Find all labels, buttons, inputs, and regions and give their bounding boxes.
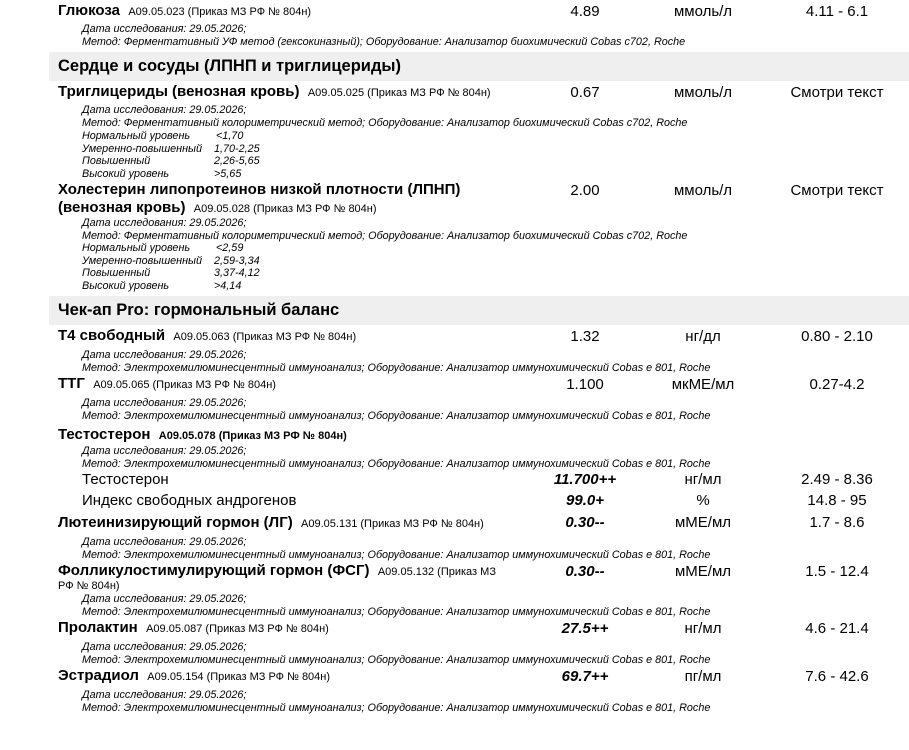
test-title: Лютеинизирующий гормон (ЛГ) bbox=[58, 514, 293, 531]
test-code: A09.05.025 (Приказ МЗ РФ № 804н) bbox=[307, 87, 491, 99]
level-value: 2,59-3,34 bbox=[214, 254, 260, 267]
result-unit: нг/дл bbox=[685, 328, 721, 345]
result-unit: ммоль/л bbox=[673, 84, 733, 101]
test-title: Пролактин bbox=[58, 619, 138, 636]
test-date: Дата исследования: 29.05.2026; bbox=[82, 445, 247, 457]
level-value: 1,70-2,25 bbox=[214, 142, 260, 155]
result-value: 1.100 bbox=[566, 376, 604, 393]
test-title: (венозная кровь) bbox=[58, 199, 186, 216]
test-method: Метод: Электрохемилюминесцентный иммуноанализ; Оборудование: Анализатор иммунохимический Cobas e 801, Roche bbox=[82, 361, 711, 374]
test-code: A09.05.065 (Приказ МЗ РФ № 804н) bbox=[93, 379, 276, 391]
test-name-fsh bbox=[58, 562, 496, 581]
reference-range: 7.6 - 42.6 bbox=[805, 668, 869, 685]
test-code: A09.05.087 (Приказ МЗ РФ № 804н) bbox=[146, 623, 329, 635]
sub-test-name: Тестостерон bbox=[82, 471, 169, 488]
test-code-continued: РФ № 804н) bbox=[58, 580, 120, 592]
test-method: Метод: Электрохемилюминесцентный иммуноанализ; Оборудование: Анализатор иммунохимический Cobas e 801, Roche bbox=[82, 457, 711, 470]
level-label: Умеренно-повышенный bbox=[82, 142, 203, 155]
test-date: Дата исследования: 29.05.2026; bbox=[82, 217, 247, 229]
test-title: Эстрадиол bbox=[58, 667, 139, 684]
level-value: >5,65 bbox=[214, 167, 242, 180]
result-unit: мкМЕ/мл bbox=[671, 376, 735, 393]
test-title: Тестостерон bbox=[58, 426, 151, 443]
test-date: Дата исследования: 29.05.2026; bbox=[82, 23, 247, 35]
test-date: Дата исследования: 29.05.2026; bbox=[82, 349, 247, 361]
test-name-t4 bbox=[58, 327, 356, 346]
test-method: Метод: Ферментативный колориметрический метод; Оборудование: Анализатор биохимический Cobas c702, Roche bbox=[82, 229, 688, 242]
result-unit: нг/мл bbox=[684, 471, 722, 488]
result-unit: мМЕ/мл bbox=[674, 563, 732, 580]
level-value: >4,14 bbox=[214, 279, 242, 292]
test-name-lh bbox=[58, 514, 484, 533]
test-date: Дата исследования: 29.05.2026; bbox=[82, 689, 247, 701]
test-name-testosterone bbox=[58, 426, 347, 445]
test-method: Метод: Ферментативный колориметрический метод; Оборудование: Анализатор биохимический Cobas c702, Roche bbox=[82, 117, 688, 129]
test-date: Дата исследования: 29.05.2026; bbox=[82, 397, 247, 409]
test-title: Триглицериды (венозная кровь) bbox=[58, 83, 300, 100]
result-unit: пг/мл bbox=[684, 668, 722, 685]
test-date: Дата исследования: 29.05.2026; bbox=[82, 104, 247, 116]
result-value: 0.67 bbox=[570, 84, 600, 101]
result-value: 11.700++ bbox=[553, 471, 617, 488]
level-value: 2,26-5,65 bbox=[214, 155, 260, 167]
level-label: Нормальный уровень bbox=[82, 130, 191, 142]
result-value: 27.5++ bbox=[561, 620, 609, 637]
level-value: 3,37-4,12 bbox=[214, 267, 260, 279]
level-label: Нормальный уровень bbox=[82, 242, 191, 254]
test-code: A09.05.028 (Приказ МЗ РФ № 804н) bbox=[193, 203, 377, 215]
test-name-prolactin bbox=[58, 619, 329, 638]
test-title: Фолликулостимулирующий гормон (ФСГ) bbox=[58, 562, 370, 579]
reference-range: 4.11 - 6.1 bbox=[805, 3, 869, 20]
level-label: Высокий уровень bbox=[82, 167, 170, 180]
result-value: 99.0+ bbox=[566, 492, 604, 509]
reference-range: 1.7 - 8.6 bbox=[809, 514, 865, 531]
test-method: Метод: Электрохемилюминесцентный иммуноанализ; Оборудование: Анализатор иммунохимический Cobas e 801, Roche bbox=[82, 548, 711, 561]
test-method: Метод: Ферментативный УФ метод (гексокиназный); Оборудование: Анализатор биохимический Cobas c702, Roche bbox=[82, 35, 686, 48]
result-unit: мМЕ/мл bbox=[674, 514, 732, 531]
test-title: ТТГ bbox=[58, 375, 85, 392]
test-method: Метод: Электрохемилюминесцентный иммуноанализ; Оборудование: Анализатор иммунохимический Cobas e 801, Roche bbox=[82, 605, 711, 618]
result-value: 0.30-- bbox=[565, 563, 605, 580]
reference-range: Смотри текст bbox=[790, 182, 884, 199]
test-code: A09.05.078 (Приказ МЗ РФ № 804н) bbox=[158, 430, 347, 442]
result-value: 69.7++ bbox=[561, 668, 609, 685]
reference-range: 4.6 - 21.4 bbox=[805, 620, 869, 637]
test-name-triglycerides bbox=[58, 83, 491, 102]
result-unit: % bbox=[696, 492, 710, 509]
test-method: Метод: Электрохемилюминесцентный иммуноанализ; Оборудование: Анализатор иммунохимический Cobas e 801, Roche bbox=[82, 701, 711, 714]
reference-range: 1.5 - 12.4 bbox=[805, 563, 869, 580]
test-code: A09.05.063 (Приказ МЗ РФ № 804н) bbox=[173, 331, 357, 343]
result-value: 1.32 bbox=[570, 328, 600, 345]
test-name-tsh bbox=[58, 375, 276, 394]
result-unit: нг/мл bbox=[684, 620, 722, 637]
sub-test-name: Индекс свободных андрогенов bbox=[82, 492, 297, 509]
result-value: 4.89 bbox=[570, 3, 600, 20]
level-label: Умеренно-повышенный bbox=[82, 254, 203, 267]
reference-range: 0.80 - 2.10 bbox=[801, 328, 873, 345]
result-value: 0.30-- bbox=[565, 514, 605, 531]
level-label: Повышенный bbox=[82, 155, 151, 167]
section-title-heart: Сердце и сосуды (ЛПНП и триглицериды) bbox=[58, 57, 402, 75]
test-title: Т4 свободный bbox=[58, 327, 166, 344]
reference-range: 0.27-4.2 bbox=[809, 376, 865, 393]
level-label: Высокий уровень bbox=[82, 279, 170, 292]
result-unit: ммоль/л bbox=[673, 182, 733, 199]
test-code: A09.05.131 (Приказ МЗ РФ № 804н) bbox=[301, 518, 484, 530]
test-name-glucose bbox=[58, 2, 311, 21]
level-value: <2,59 bbox=[216, 242, 244, 254]
test-name-ldl-line2 bbox=[58, 199, 377, 218]
test-code: A09.05.154 (Приказ МЗ РФ № 804н) bbox=[147, 671, 331, 683]
reference-range: Смотри текст bbox=[790, 84, 884, 101]
test-date: Дата исследования: 29.05.2026; bbox=[82, 641, 247, 653]
test-name-estradiol bbox=[58, 667, 330, 686]
test-code: A09.05.023 (Приказ МЗ РФ № 804н) bbox=[128, 6, 312, 18]
test-title: Глюкоза bbox=[58, 2, 120, 19]
test-date: Дата исследования: 29.05.2026; bbox=[82, 536, 247, 548]
reference-range: 14.8 - 95 bbox=[807, 492, 867, 509]
test-method: Метод: Электрохемилюминесцентный иммуноанализ; Оборудование: Анализатор иммунохимический Cobas e 801, Roche bbox=[82, 409, 711, 422]
level-value: <1,70 bbox=[216, 130, 244, 142]
test-date: Дата исследования: 29.05.2026; bbox=[82, 593, 247, 605]
level-label: Повышенный bbox=[82, 267, 151, 279]
test-code: A09.05.132 (Приказ МЗ bbox=[377, 566, 496, 578]
result-unit: ммоль/л bbox=[673, 3, 733, 20]
reference-range: 2.49 - 8.36 bbox=[801, 471, 873, 488]
test-name-ldl: Холестерин липопротеинов низкой плотности (ЛПНП) bbox=[58, 181, 461, 198]
test-method: Метод: Электрохемилюминесцентный иммуноанализ; Оборудование: Анализатор иммунохимический Cobas e 801, Roche bbox=[82, 653, 711, 666]
result-value: 2.00 bbox=[570, 182, 600, 199]
section-title-hormones: Чек-ап Pro: гормональный баланс bbox=[58, 301, 340, 319]
